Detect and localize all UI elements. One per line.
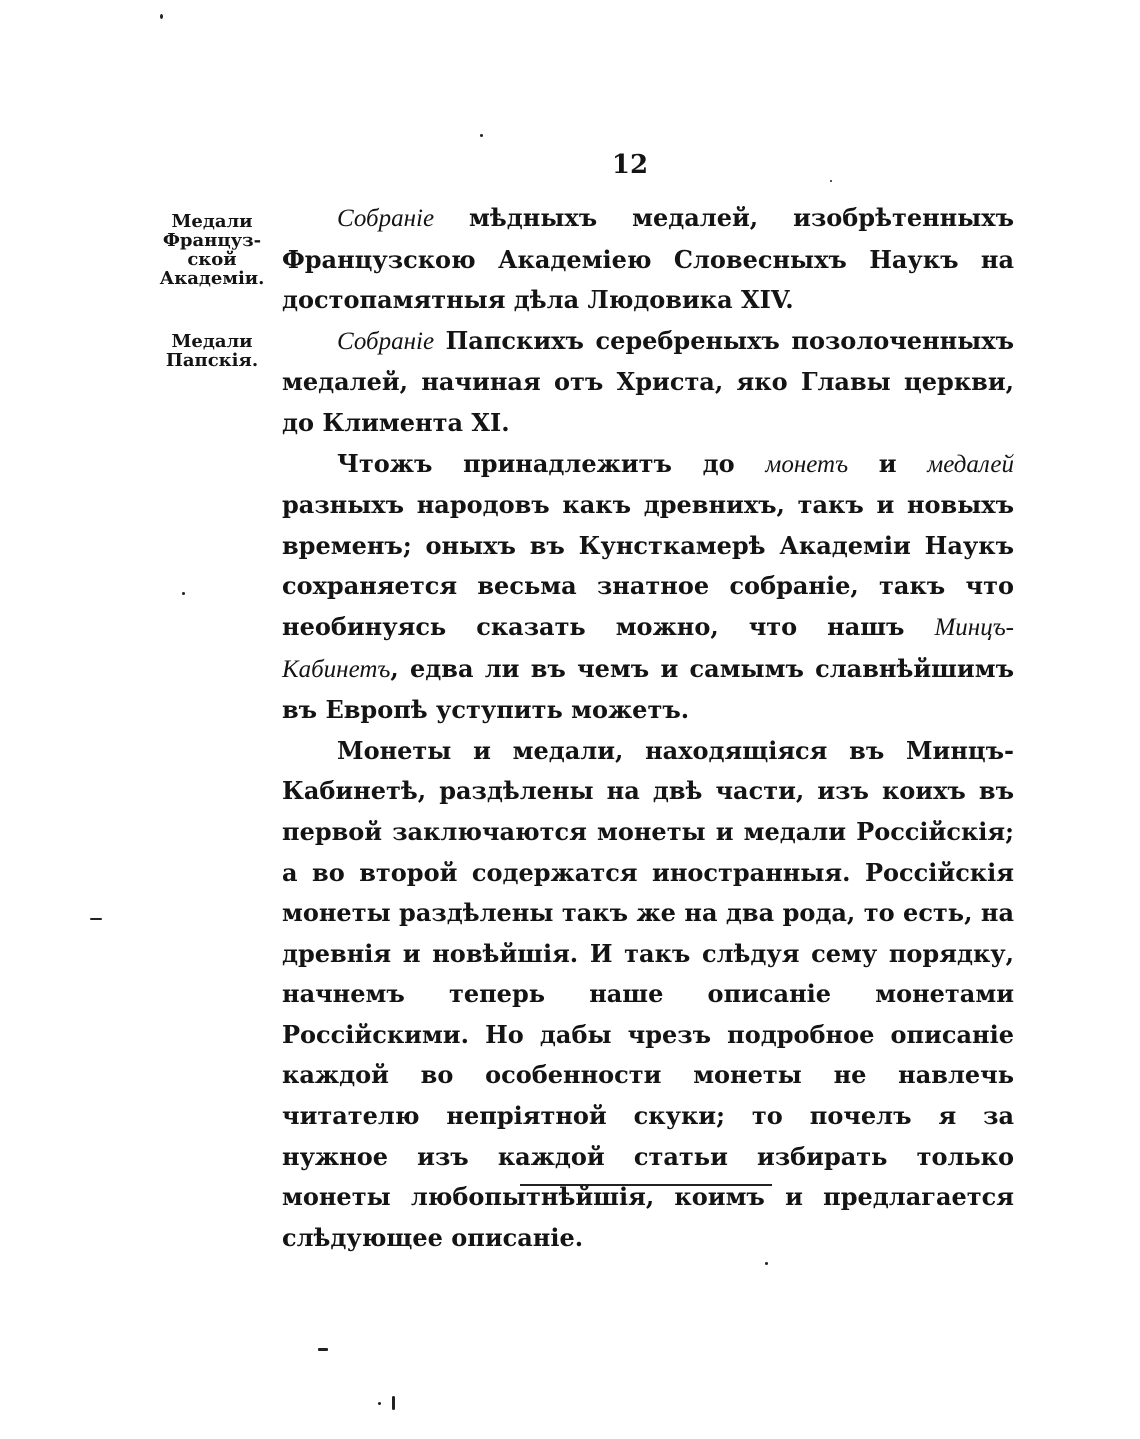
scan-speck [830, 180, 832, 182]
scan-speck [765, 1262, 768, 1265]
scan-speck [90, 918, 102, 920]
paragraph-run: Чтожъ принадлежитъ до [337, 448, 766, 478]
margin-note-french-academy-medals [152, 212, 272, 288]
scan-speck [378, 1402, 381, 1405]
scan-speck [182, 592, 185, 595]
margin-note-line: ской [187, 249, 237, 270]
page-number: 12 [611, 150, 649, 180]
paragraph-french-medals [282, 198, 1014, 321]
paragraph-coins-and-medals [282, 444, 1014, 731]
margin-note-line: Медали [171, 331, 253, 352]
margin-note-line: Академіи. [159, 268, 265, 289]
margin-note-line: Француз- [162, 230, 262, 251]
paragraph-coin-cabinet-description [282, 731, 1014, 1259]
paragraph-italic-run: монетъ [765, 450, 849, 478]
paragraph-run: , едва ли въ чемъ и самымъ славнѣйшимъ въ Европѣ уступить можетъ. [282, 653, 1014, 725]
paragraph-run: Папскихъ серебреныхъ позолоченныхъ медалей, начиная отъ Христа, яко Главы церкви, до Климента XI. [282, 325, 1014, 437]
margin-note-line: Папскія. [165, 350, 259, 371]
paragraph-papal-medals [282, 321, 1014, 444]
section-divider-rule [520, 1184, 772, 1186]
margin-note-line: Медали [171, 211, 253, 232]
paragraph-run: и [848, 448, 928, 478]
paragraph-italic-run: Собраніе [337, 327, 435, 355]
scan-speck [318, 1348, 328, 1351]
paragraph-run: мѣдныхъ медалей, изобрѣтенныхъ Французскою Академіею Словесныхъ Наукъ на достопамятныя дѣла Людовика XIV. [282, 203, 1014, 315]
body-text [282, 198, 1014, 1258]
scan-speck [160, 14, 163, 19]
paragraph-italic-run: Минцъ-Кабинетъ [282, 613, 1014, 683]
paragraph-italic-run: медалей [927, 450, 1014, 478]
paragraph-italic-run: Собраніе [337, 205, 435, 232]
paragraph-run: Монеты и медали, находящіяся въ Минцъ-Кабинетѣ, раздѣлены на двѣ части, изъ коихъ въ первой заключаются монеты и медали Россійскія; а во второй содержатся иностранныя. Россійскія монеты раздѣлены такъ же на два рода, то есть, на древнія и новѣйшія. И такъ слѣдуя сему порядку, начнемъ теперь наше описаніе монетами Россійскими. Но дабы чрезъ подробное описаніе каждой во особенности монеты не навлечь читателю непріятной скуки; то почелъ я за нужное изъ каждой статьи избирать только монеты любопытнѣйшія, коимъ и предлагается слѣдующее описаніе. [282, 735, 1014, 1252]
scan-speck [480, 134, 483, 137]
scan-speck [392, 1396, 395, 1410]
paragraph-run: разныхъ народовъ какъ древнихъ, такъ и новыхъ временъ; оныхъ въ Кунсткамерѣ Академіи Наукъ сохраняется весьма знатное собраніе, такъ что необинуясь сказать можно, что нашъ [282, 490, 1014, 641]
margin-note-papal-medals [152, 332, 272, 370]
